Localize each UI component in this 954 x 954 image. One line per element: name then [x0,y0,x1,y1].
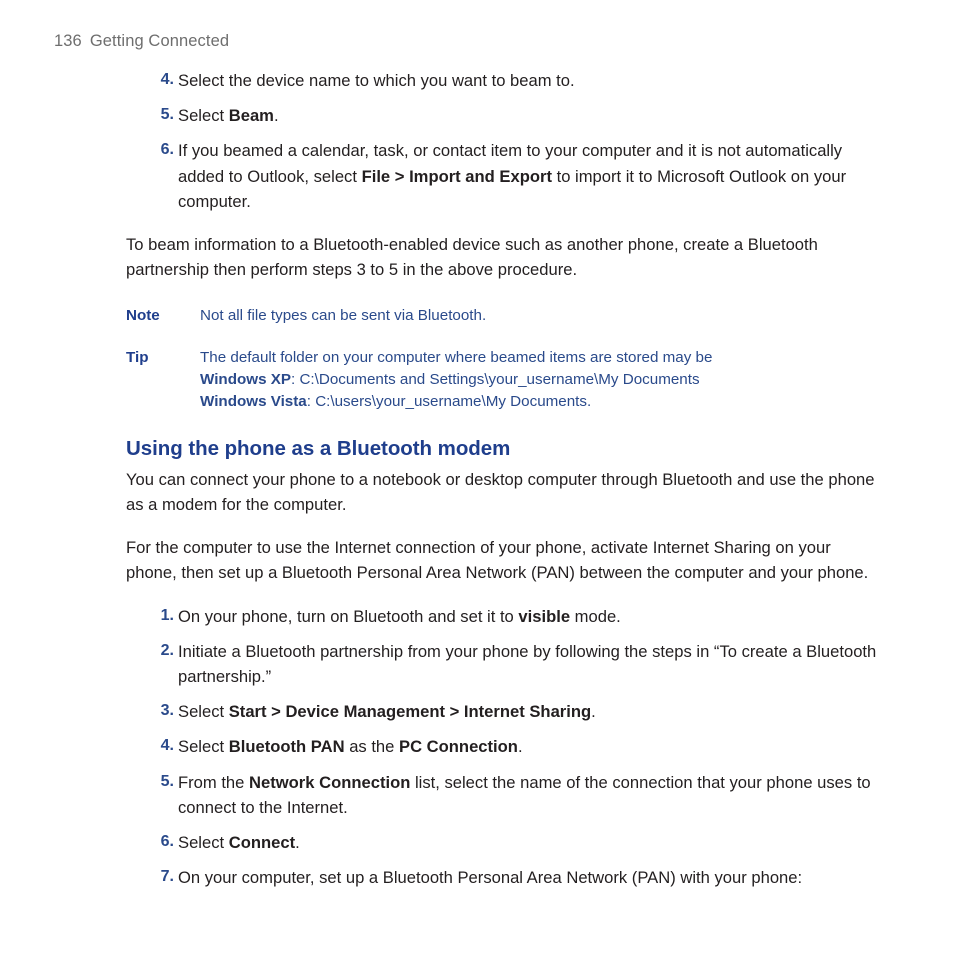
list-item-body [178,833,300,852]
list-item-emphasis: PC Connection [399,737,518,757]
list-item-text: From the [178,772,250,792]
list-item-emphasis: File > Import and Export [361,166,552,186]
list-item [126,770,886,820]
list-item-body [178,868,802,887]
spacer [126,517,886,535]
modem-steps-list [126,604,886,891]
list-item-body [178,702,596,721]
list-item [126,68,886,93]
list-item-emphasis: Connect [228,833,296,853]
list-item-text: If you beamed a calendar, task, or contact item to your computer and it is not automatically added to Outlook, select [178,141,843,186]
tip-line [200,369,886,391]
list-item-number: 4. [160,737,174,755]
list-item-text: as the [344,737,400,757]
list-item-emphasis: Start > Device Management > Internet Sharing [228,702,592,722]
list-item-text: . [591,702,596,722]
tip-line [200,347,886,369]
tip-emphasis: Windows Vista [200,392,307,410]
list-item-body [178,773,871,817]
list-item-number: 1. [160,606,174,624]
chapter-title: Getting Connected [89,32,230,50]
beam-paragraph: To beam information to a Bluetooth-enabled device such as another phone, create a Bluetooth partnership then perform steps 3 to 5 in the above procedure. [126,235,818,280]
note-callout [126,305,886,327]
page-number: 136 [54,32,82,50]
list-item-emphasis: Network Connection [249,772,411,792]
list-item-text: On your computer, set up a Bluetooth Personal Area Network (PAN) with your phone: [178,868,803,888]
list-item-text: . [295,833,300,853]
list-item-text: Select [178,106,229,126]
list-item-emphasis: Beam [228,106,274,126]
spacer [126,327,886,347]
list-item-number: 2. [160,641,174,659]
list-item-number: 5. [160,772,174,790]
list-item-text: On your phone, turn on Bluetooth and set it to [178,606,519,626]
list-item-emphasis: Bluetooth PAN [228,737,345,757]
list-item [126,830,886,855]
list-item [126,103,886,128]
tip-text: : C:\Documents and Settings\your_username\My Documents [291,370,700,388]
list-item-body [178,141,846,210]
list-item-number: 6. [160,833,174,851]
list-item-text: to import it to Microsoft Outlook on your computer. [178,166,847,211]
list-item-body [178,642,876,686]
list-item-text: Select [178,833,229,853]
list-item-body [178,106,279,125]
list-item [126,138,886,214]
running-header [54,32,229,51]
list-item-emphasis: visible [518,606,571,626]
page-content [126,68,886,891]
tip-callout [126,347,886,413]
list-item-number: 6. [160,141,174,159]
spacer [126,413,886,437]
tip-line [200,391,886,413]
list-item [126,639,886,689]
spacer [126,214,886,232]
list-item-number: 5. [160,106,174,124]
list-item-text: list, select the name of the connection that your phone uses to connect to the Internet. [178,772,871,817]
section-heading: Using the phone as a Bluetooth modem [126,436,511,460]
list-item [126,699,886,724]
tip-lines [200,347,886,413]
list-item [126,734,886,759]
list-item [126,604,886,629]
list-item-body [178,607,621,626]
list-item-number: 3. [160,702,174,720]
modem-second-paragraph: For the computer to use the Internet connection of your phone, activate Internet Sharing on your phone, then set up a Bluetooth Personal Area Network (PAN) between the computer and your phone. [126,538,869,583]
list-item [126,865,886,890]
tip-emphasis: Windows XP [200,370,291,388]
modem-intro-paragraph: You can connect your phone to a notebook or desktop computer through Bluetooth and use the phone as a modem for the computer. [126,469,875,514]
list-item-number: 7. [160,868,174,886]
list-item-text: . [273,106,279,126]
list-item-text: Select the device name to which you want to beam to. [178,71,575,90]
tip-label: Tip [126,348,149,366]
tip-text: : C:\users\your_username\My Documents. [306,392,592,410]
note-text: Not all file types can be sent via Bluetooth. [200,306,487,324]
list-item-text: mode. [570,606,621,626]
beam-steps-list [126,68,886,214]
list-item-body [178,71,575,90]
spacer [126,283,886,305]
list-item-body [178,737,523,756]
list-item-text: Initiate a Bluetooth partnership from your phone by following the steps in “To create a Bluetooth partnership.” [178,641,877,686]
tip-text: The default folder on your computer where beamed items are stored may be [200,348,713,366]
note-label: Note [126,306,160,324]
list-item-text: Select [178,737,229,757]
list-item-number: 4. [160,71,174,88]
list-item-text: . [517,737,523,757]
spacer [126,586,886,604]
list-item-text: Select [178,702,229,722]
